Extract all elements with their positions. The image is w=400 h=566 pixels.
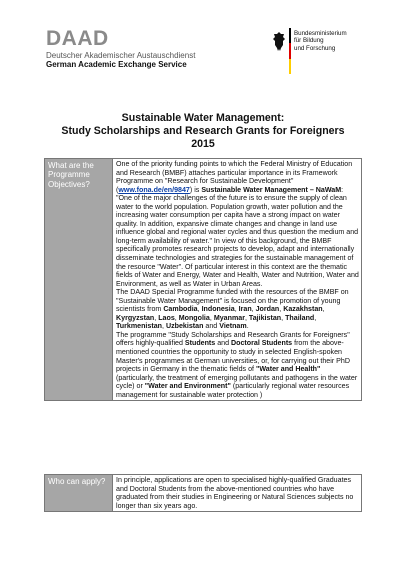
who-can-apply-table <box>44 474 362 512</box>
who-question: Who can apply? <box>45 475 113 512</box>
title-line: Sustainable Water Management: <box>121 112 285 124</box>
org-name-english: German Academic Exchange Service <box>46 60 187 69</box>
objectives-paragraph: "One of the major challenges of the future is to ensure the supply of clean water to the world population. Population growth, water pollution and the increasing water consumption per capita have a strong impact on water quality. In addition, expansive climate changes and change in land use influence global and regional water cycles and thus question the medium and long-term availability of water." In view of this background, the BMBF specifically promotes research projects to develop, adapt and internationally disseminate technologies and strategies for the sustainable management of the resource "Water". Of particular interest in this context are the thematic fields of Water and Energy, Water and Health, Water and Nutrition, Water and Environment, as well as Water in Urban Areas. <box>116 194 359 288</box>
who-answer: In principle, applications are open to specialised highly-qualified Graduates and Doctoral Students from the above-mentioned countries who have graduated from their studies in Engineering or Natural Sciences subjects no longer than six years ago. <box>113 475 362 512</box>
fona-link[interactable]: www.fona.de/en/9847 <box>118 185 190 194</box>
bmbf-logo <box>272 28 372 74</box>
eagle-icon <box>272 30 286 52</box>
objectives-answer <box>113 159 362 401</box>
document-title <box>40 112 366 151</box>
ministry-name: Bundesministerium für Bildung und Forschung <box>294 30 347 52</box>
nawam-term: Sustainable Water Management – NaWaM <box>201 185 342 194</box>
title-line: Study Scholarships and Research Grants for Foreigners <box>61 125 345 137</box>
flag-stripe-black <box>289 28 291 43</box>
objectives-question: What are the Programme Objectives? <box>45 159 113 401</box>
objectives-paragraph: One of the priority funding points to which the Federal Ministry of Education and Research (BMBF) attaches particular importance in its Framework Programme on "Research for Sustainable Development" (www.fona.de/en/9847) is Sustainable Water Management – NaWaM: <box>116 160 353 194</box>
objectives-paragraph: The programme "Study Scholarships and Research Grants for Foreigners" offers highly-qualified Students and Doctoral Students from the above-mentioned countries the opportunity to study in selected English-spoken Master's programmes at German universities, or, for carrying out their PhD projects in Germany in the thematic fields of "Water and Health" (particularly, the treatment of emerging pollutants and pathogens in the water cycle) or "Water and Environment" (particularly regional water resources management for sustainable water protection ) <box>116 330 358 399</box>
title-line: 2015 <box>191 138 215 150</box>
german-flag-bar <box>289 28 291 74</box>
objectives-table <box>44 158 362 401</box>
org-name-german: Deutscher Akademischer Austauschdienst <box>46 51 196 60</box>
flag-stripe-gold <box>289 59 291 74</box>
daad-logo: DAAD <box>46 27 109 50</box>
flag-stripe-red <box>289 43 291 58</box>
objectives-paragraph: The DAAD Special Programme funded with the resources of the BMBF on "Sustainable Water Management" is focused on the promotion of young scientists from Cambodia, Indonesia, Iran, Jordan, Kazakhstan, Kyrgyzstan, Laos, Mongolia, Myanmar, Tajikistan, Thailand, Turkmenistan, Uzbekistan and Vietnam. <box>116 288 349 331</box>
